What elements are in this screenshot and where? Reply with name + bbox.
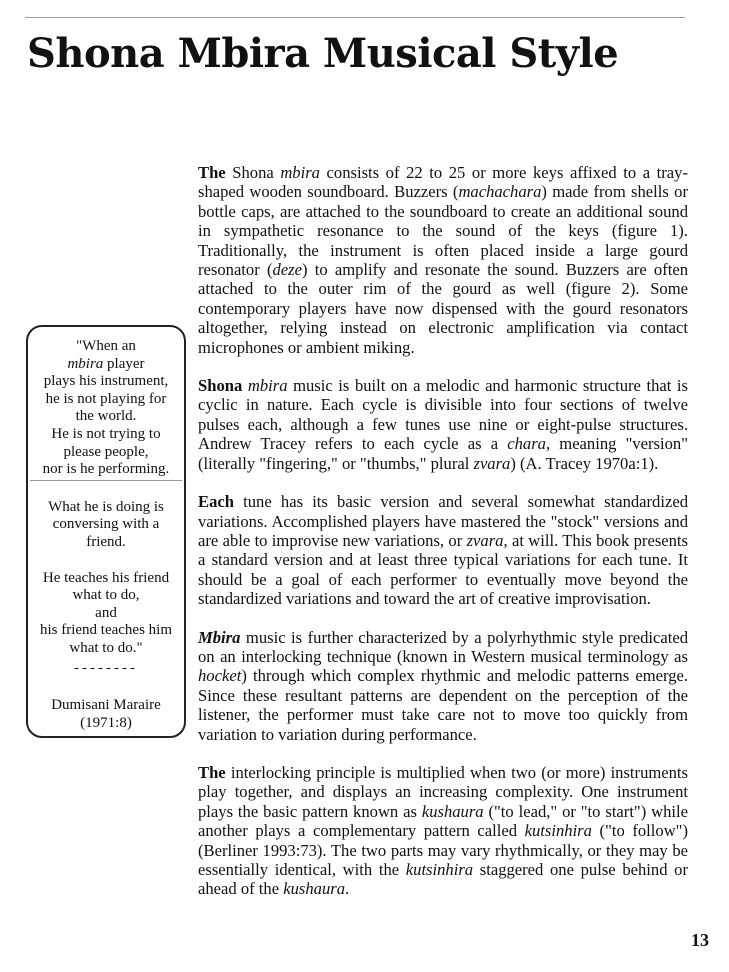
page-number: 13 bbox=[691, 930, 709, 950]
quote-line bbox=[30, 481, 182, 499]
quote-citation: (1971:8) bbox=[80, 714, 132, 731]
quote-attribution: Dumisani Maraire bbox=[51, 697, 161, 714]
quote-line: and bbox=[95, 604, 117, 621]
quote-line bbox=[30, 552, 182, 570]
quote-line: what to do." bbox=[69, 639, 143, 656]
top-rule bbox=[25, 17, 685, 18]
body-paragraph: Shona mbira music is built on a melodic and harmonic structure that is cyclic in nature. Each cycle is divisible into four sections of twelve pulses each, although a few tunes use nine or eight-pulse structures. Andrew Tracey refers to each cycle as a chara, meaning "version" (literally "fingering," or "thumbs," plural zvara) (A. Tracey 1970a:1). bbox=[198, 376, 688, 473]
page-title: Shona Mbira Musical Style bbox=[27, 30, 619, 77]
pull-quote bbox=[30, 338, 182, 732]
quote-line: what to do, bbox=[72, 587, 140, 604]
quote-line: plays his instrument, bbox=[43, 373, 169, 390]
quote-line: he is not playing for bbox=[45, 390, 167, 407]
quote-line: conversing with a bbox=[52, 516, 160, 533]
quote-line: please people, bbox=[63, 443, 149, 460]
body-paragraph: Mbira music is further characterized by a polyrhythmic style predicated on an interlocking technique (known in Western musical terminology as hocket) through which complex rhythmic and melodic patterns emerge. Since these resultant patterns are dependent on the perception of the listener, the performer must take care not to move too quickly from variation to variation during performance. bbox=[198, 627, 688, 744]
quote-line: He is not trying to bbox=[51, 425, 161, 442]
quote-line: the world. bbox=[75, 408, 137, 425]
quote-line: nor is he performing. bbox=[30, 461, 182, 481]
quote-line: friend. bbox=[86, 533, 126, 550]
quote-line: He teaches his friend bbox=[42, 569, 170, 586]
quote-line: "When an bbox=[76, 338, 136, 354]
quote-line: What he is doing is bbox=[48, 498, 164, 515]
quote-line: mbira player bbox=[67, 355, 145, 372]
body-paragraph: The Shona mbira consists of 22 to 25 or more keys affixed to a tray-shaped wooden soundboard. Buzzers (machachara) made from shells or bottle caps, are attached to the soundboard to create an additional sound in sympathetic resonance to the sound of the keys (figure 1). Traditionally, the instrument is often placed inside a large gourd resonator (deze) to amplify and resonate the sound. Buzzers are often attached to the outer rim of the gourd as well (figure 2). Some contemporary players have now dispensed with the gourd resonators altogether, relying instead on electronic amplification via contact microphones or ambient miking. bbox=[198, 163, 689, 357]
body-paragraph: The interlocking principle is multiplied when two (or more) instruments play together, and displays an increasing complexity. One instrument plays the basic pattern known as kushaura ("to lead," or "to start") while another plays a complementary pattern called kutsinhira ("to follow") (Berliner 1993:73). The two parts may vary rhythmically, or they may be essentially identical, with the kutsinhira staggered one pulse behind or ahead of the kushaura. bbox=[198, 762, 688, 899]
body-paragraph: Each tune has its basic version and several somewhat standardized variations. Accomplished players have mastered the "stock" versions and are able to improvise new variations, or zvara, at will. This book presents a standard version and at least three typical variations for each tune. It should be a goal of each performer to eventually move beyond the standardized variations and toward the art of creative improvisation. bbox=[198, 492, 689, 609]
quote-line: his friend teaches him bbox=[39, 622, 173, 639]
quote-separator: -------- bbox=[74, 659, 138, 676]
body-text bbox=[198, 163, 688, 918]
